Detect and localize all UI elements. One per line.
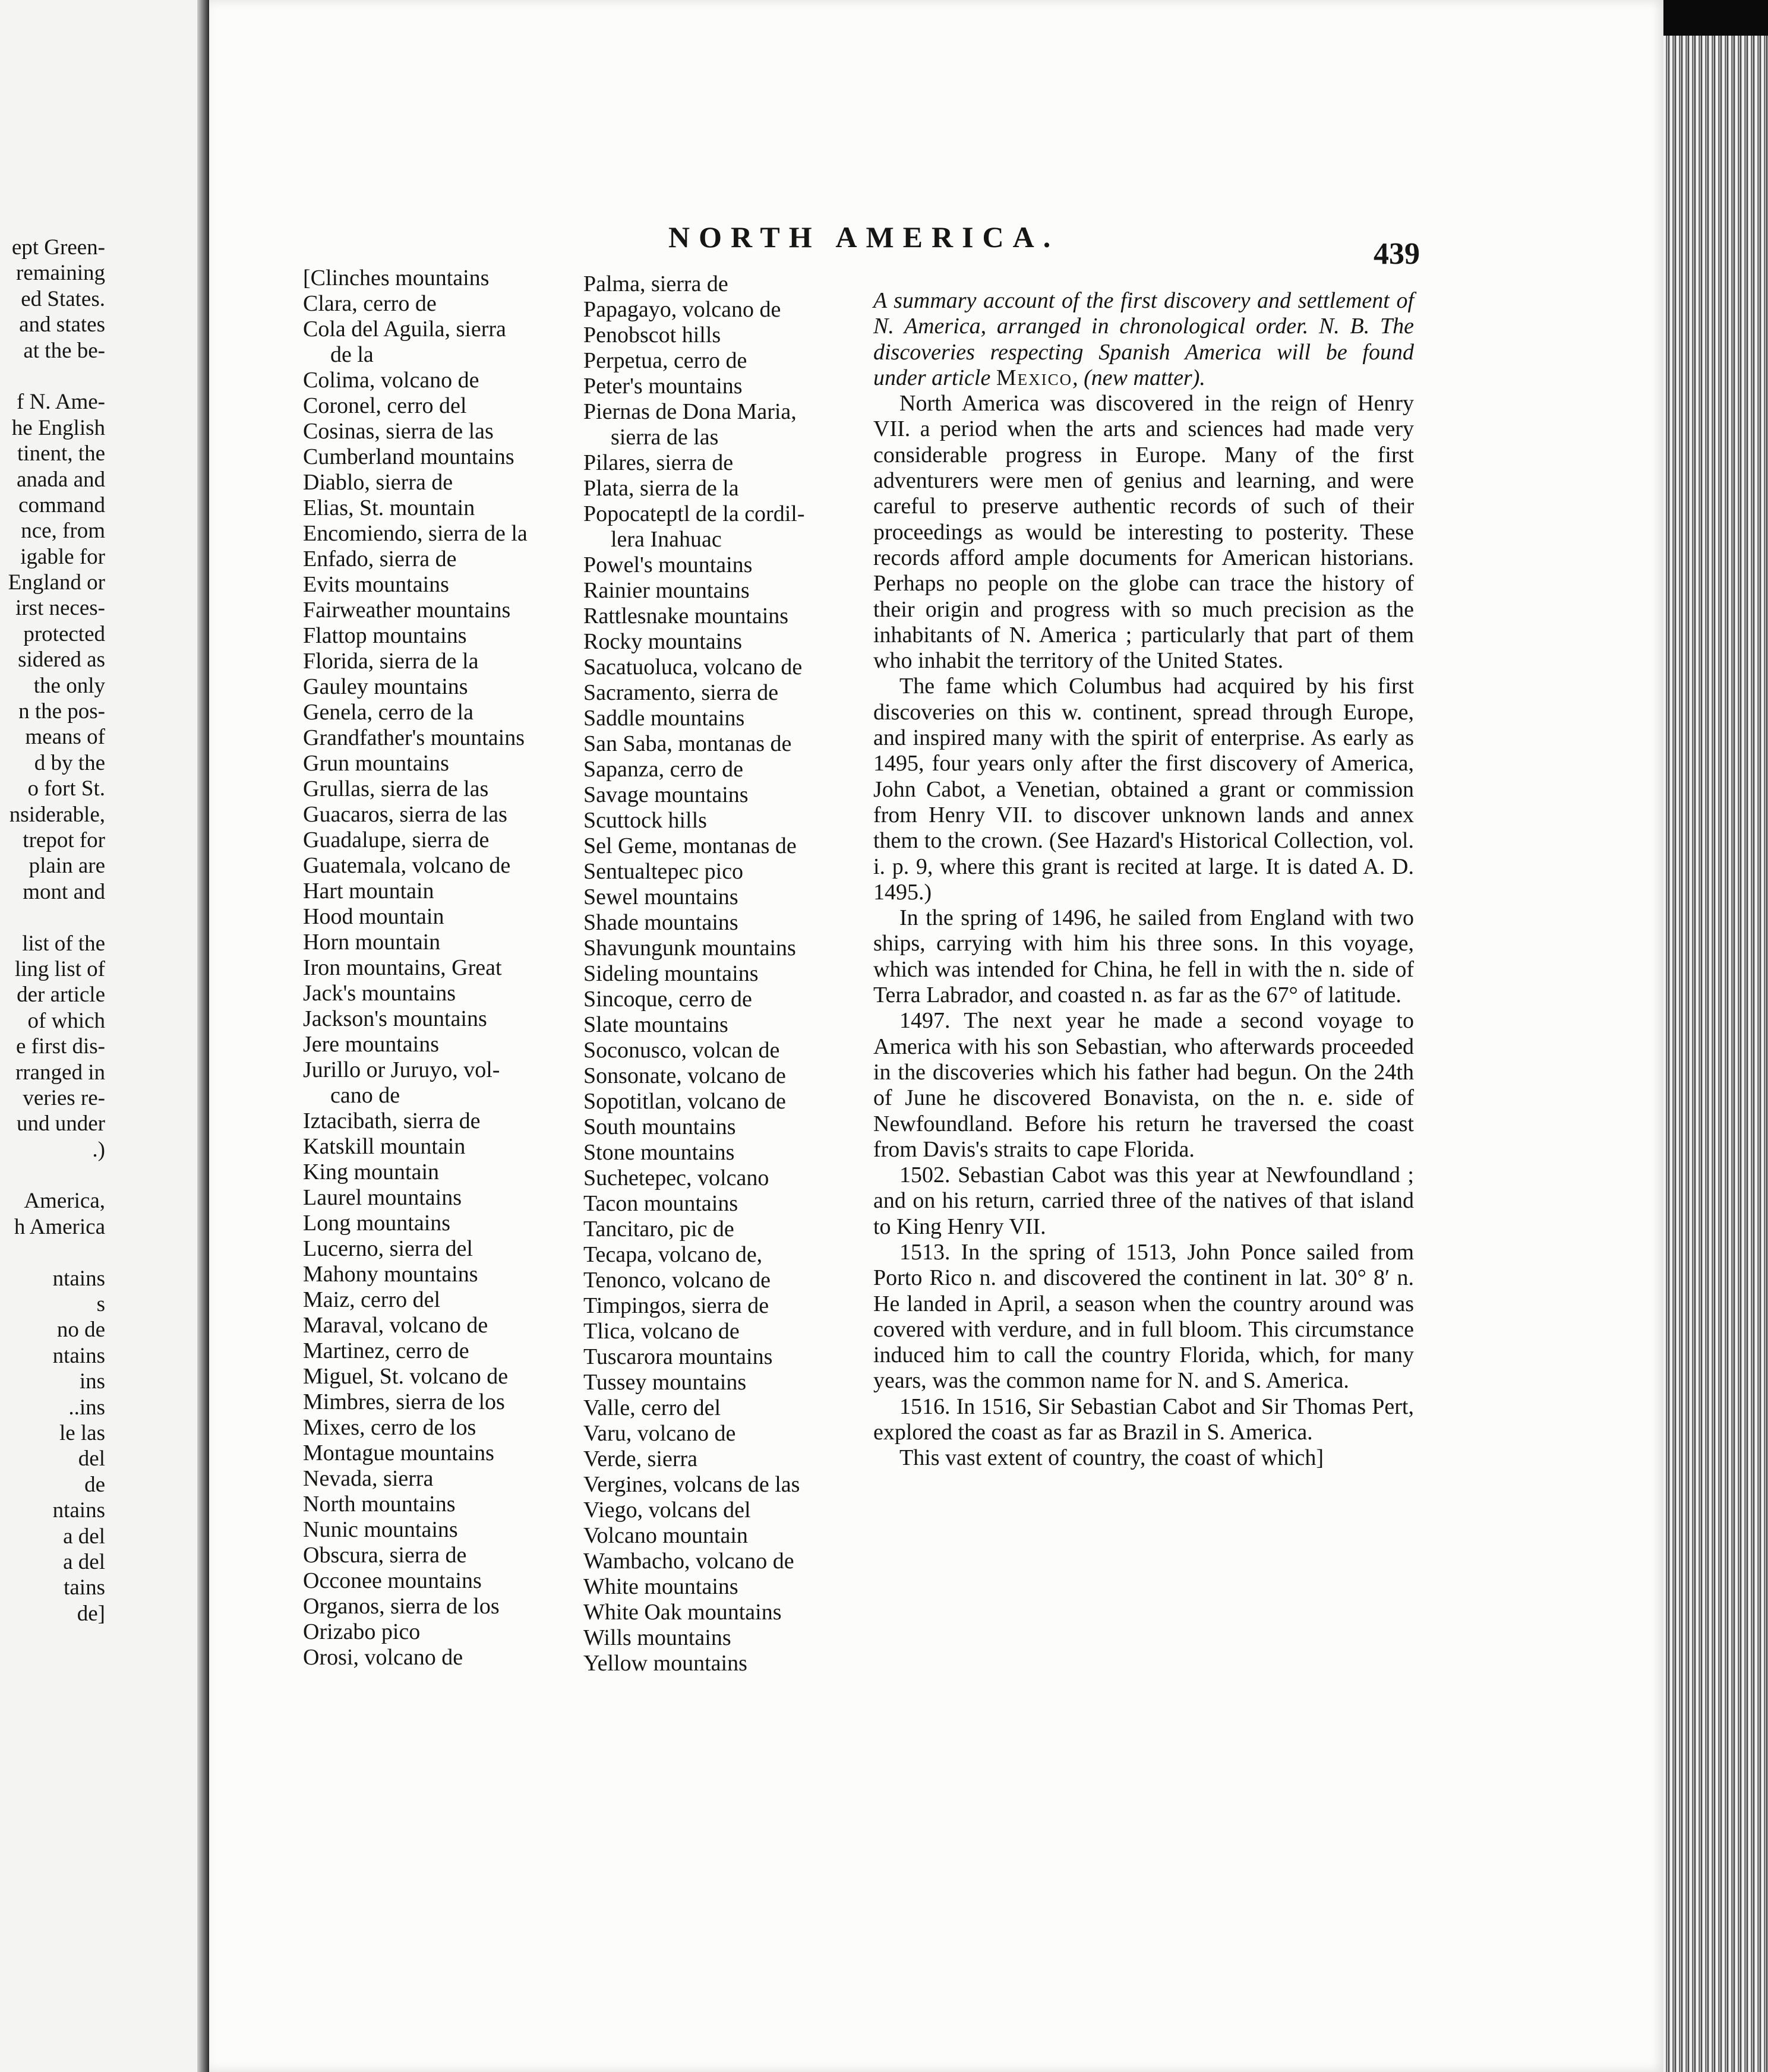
- list-entry: Hart mountain: [303, 879, 434, 904]
- list-entry: Iron mountains, Great: [303, 955, 502, 980]
- list-entry: Encomiendo, sierra de la: [303, 521, 528, 546]
- page-stack-edges: [1663, 36, 1768, 2072]
- left-page-fragment: protected: [23, 621, 105, 646]
- list-entry: Orizabo pico: [303, 1619, 421, 1644]
- list-entry: Hood mountain: [303, 904, 444, 929]
- list-entry: Jere mountains: [303, 1032, 440, 1057]
- left-page-fragment: mont and: [23, 879, 105, 904]
- list-entry: Katskill mountain: [303, 1134, 466, 1159]
- list-entry: Grandfather's mountains: [303, 725, 525, 750]
- list-entry: North mountains: [303, 1492, 456, 1517]
- list-entry: Piernas de Dona Maria,: [583, 399, 797, 424]
- list-entry: Powel's mountains: [583, 552, 753, 577]
- left-page-fragment: ed States.: [21, 286, 105, 311]
- list-entry: Palma, sierra de: [583, 271, 728, 296]
- list-entry: Perpetua, cerro de: [583, 348, 747, 373]
- left-page-fragment: [0, 1240, 105, 1265]
- list-entry: Occonee mountains: [303, 1568, 482, 1593]
- list-entry: Popocateptl de la cordil-: [583, 501, 805, 526]
- list-entry: Cola del Aguila, sierra: [303, 317, 506, 342]
- list-entry: Guadalupe, sierra de: [303, 827, 490, 852]
- summary-paragraph: North America was discovered in the reign of Henry VII. a period when the arts and sciences had made very considerable progress in Europe. Many of the first adventurers were men of genius and learning, and were careful to preserve authentic records of such of their proceedings as would be interesting to posterity. These records afford ample documents for American historians. Perhaps no people on the globe can trace the history of their origin and progress with so much precision as the inhabitants of N. America ; particularly that part of them who inhabit the territory of the United States.: [873, 391, 1414, 674]
- list-entry: Penobscot hills: [583, 323, 721, 348]
- list-entry: Sonsonate, volcano de: [583, 1063, 786, 1088]
- list-entry: Soconusco, volcan de: [583, 1038, 780, 1063]
- list-entry: Montague mountains: [303, 1441, 494, 1465]
- mountain-list-column-2: [583, 271, 863, 1676]
- list-entry: Genela, cerro de la: [303, 700, 473, 725]
- summary-paragraph: 1502. Sebastian Cabot was this year at Newfoundland ; and on his return, carried three of the natives of that island to King Henry VII.: [873, 1163, 1414, 1239]
- left-page-fragment: s: [96, 1292, 105, 1317]
- list-entry: Coronel, cerro del: [303, 393, 467, 418]
- list-entry: Peter's mountains: [583, 374, 743, 399]
- left-page-fragment: America,: [24, 1189, 105, 1214]
- left-page-fragment: und under: [17, 1111, 105, 1136]
- list-entry: Sopotitlan, volcano de: [583, 1089, 786, 1114]
- list-entry: Sapanza, cerro de: [583, 757, 744, 782]
- list-entry: Tecapa, volcano de,: [583, 1242, 763, 1267]
- list-entry: Grullas, sierra de las: [303, 776, 489, 801]
- list-entry: Tacon mountains: [583, 1191, 738, 1216]
- left-page-fragment: England or: [8, 570, 105, 595]
- list-entry: South mountains: [583, 1114, 736, 1139]
- list-entry: Tenonco, volcano de: [583, 1268, 771, 1293]
- summary-paragraph: 1516. In 1516, Sir Sebastian Cabot and Sir Thomas Pert, explored the coast as far as Brazil in S. America.: [873, 1394, 1414, 1445]
- list-entry: Evits mountains: [303, 572, 449, 597]
- list-entry: Rainier mountains: [583, 578, 750, 603]
- left-page-fragment: ept Green-: [11, 235, 105, 260]
- left-page-fragment: veries re-: [23, 1085, 105, 1110]
- left-page-fragment: le las: [59, 1420, 105, 1445]
- list-entry: Nunic mountains: [303, 1517, 458, 1542]
- list-entry: Laurel mountains: [303, 1185, 462, 1210]
- list-entry: Sacramento, sierra de: [583, 680, 779, 705]
- left-page-fragment: igable for: [20, 544, 105, 569]
- list-entry: Diablo, sierra de: [303, 470, 453, 495]
- left-page-fragment: remaining: [15, 261, 105, 286]
- page-number: 439: [1374, 237, 1420, 271]
- list-entry: Savage mountains: [583, 782, 749, 807]
- left-page-fragment: a del: [63, 1524, 105, 1549]
- list-entry: Miguel, St. volcano de: [303, 1364, 509, 1389]
- list-entry: Elias, St. mountain: [303, 495, 475, 520]
- page-stack-top: [1663, 0, 1768, 36]
- left-page-fragment: tinent, the: [17, 441, 105, 466]
- left-page-fragment: anada and: [17, 467, 105, 492]
- left-page-fragment: list of the: [22, 931, 105, 956]
- list-entry: White mountains: [583, 1574, 738, 1599]
- list-entry: Valle, cerro del: [583, 1395, 721, 1420]
- list-entry: Sideling mountains: [583, 961, 759, 986]
- left-page-fragment: del: [78, 1446, 105, 1471]
- list-entry: Guatemala, volcano de: [303, 853, 511, 878]
- list-entry: Plata, sierra de la: [583, 476, 739, 501]
- list-entry: Guacaros, sierra de las: [303, 802, 507, 827]
- summary-paragraph: 1497. The next year he made a second voyage to America with his son Sebastian, who afterwards proceeded in the discoveries which his father had begun. On the 24th of June he discovered Bonavista, on the n. e. side of Newfoundland. Before his return he traversed the coast from Davis's straits to cape Florida.: [873, 1008, 1414, 1162]
- list-entry: Mixes, cerro de los: [303, 1415, 476, 1440]
- left-page-fragment: der article: [17, 983, 105, 1007]
- list-entry: Enfado, sierra de: [303, 547, 457, 571]
- left-page-fragment: .): [92, 1137, 105, 1162]
- list-entry: Flattop mountains: [303, 623, 467, 648]
- mountain-list-column-1: [303, 266, 582, 1670]
- left-page-fragment: command: [18, 492, 105, 517]
- list-entry: Wambacho, volcano de: [583, 1549, 794, 1574]
- left-page-fragment: the only: [33, 673, 105, 698]
- left-page-fragment: [0, 1163, 105, 1188]
- list-entry: sierra de las: [611, 425, 719, 450]
- list-entry: Sincoque, cerro de: [583, 987, 752, 1012]
- list-entry: Tuscarora mountains: [583, 1344, 773, 1369]
- list-entry: Maraval, volcano de: [303, 1313, 488, 1338]
- list-entry: Long mountains: [303, 1211, 451, 1236]
- left-page-fragment: e first dis-: [15, 1034, 105, 1059]
- left-page-fragment: he English: [11, 415, 105, 440]
- summary-paragraph: The fame which Columbus had acquired by his first discoveries on this w. continent, spread through Europe, and inspired many with the spirit of enterprise. As early as 1495, four years only after the first discovery of America, John Cabot, a Venetian, obtained a grant or commission from Henry VII. to discover unknown lands and annex them to the crown. (See Hazard's Historical Collection, vol. i. p. 9, where this grant is recited at large. It is dated A. D. 1495.): [873, 674, 1414, 905]
- left-page-fragment: o fort St.: [27, 776, 105, 801]
- list-entry: Colima, volcano de: [303, 368, 479, 393]
- list-entry: Rattlesnake mountains: [583, 604, 789, 628]
- left-page-fragment: de: [84, 1472, 105, 1497]
- book-gutter: [197, 0, 209, 2072]
- list-entry: Iztacibath, sierra de: [303, 1108, 481, 1133]
- list-entry: Jackson's mountains: [303, 1006, 487, 1031]
- left-page-fragment: at the be-: [23, 338, 105, 363]
- list-entry: lera Inahuac: [611, 527, 722, 552]
- list-entry: Cumberland mountains: [303, 444, 514, 469]
- list-entry: Saddle mountains: [583, 706, 745, 731]
- list-entry: Tancitaro, pic de: [583, 1217, 734, 1242]
- list-entry: Gauley mountains: [303, 674, 468, 699]
- summary-account-column: [873, 288, 1414, 1471]
- list-entry: Slate mountains: [583, 1012, 728, 1037]
- left-page-fragment: no de: [56, 1318, 105, 1343]
- list-entry: San Saba, montanas de: [583, 731, 792, 756]
- left-page-fragment: ntains: [52, 1343, 105, 1368]
- list-entry: Maiz, cerro del: [303, 1287, 441, 1312]
- left-page-fragment: means of: [25, 725, 105, 750]
- list-entry: Tussey mountains: [583, 1370, 747, 1395]
- left-page-fragment: ..ins: [68, 1395, 105, 1420]
- left-page-fragment: plain are: [29, 854, 105, 879]
- left-page-fragment: and states: [19, 312, 105, 337]
- list-entry: Stone mountains: [583, 1140, 735, 1165]
- list-entry: Horn mountain: [303, 930, 441, 955]
- left-page-fragment: [0, 364, 105, 389]
- left-page-fragment: nce, from: [21, 519, 105, 544]
- summary-paragraph: In the spring of 1496, he sailed from England with two ships, carrying with him his three sons. In this voyage, which was intended for China, he fell in with the n. side of Terra Labrador, and coasted n. as far as the 67° of latitude.: [873, 905, 1414, 1008]
- left-page-fragment: h America: [14, 1214, 105, 1239]
- list-entry: Fairweather mountains: [303, 598, 511, 623]
- list-entry: Nevada, sierra: [303, 1466, 434, 1491]
- summary-intro: A summary account of the first discovery and settlement of N. America, arranged in chronological order. N. B. The discoveries respecting Spanish America will be found under article Mexico, (new matter).: [873, 288, 1414, 390]
- list-entry: Varu, volcano de: [583, 1421, 736, 1446]
- list-entry: Sel Geme, montanas de: [583, 833, 797, 858]
- summary-paragraph: 1513. In the spring of 1513, John Ponce sailed from Porto Rico n. and discovered the continent in lat. 30° 8′ n. He landed in April, a season when the country around was covered with verdure, and in full bloom. This circumstance induced him to call the country Florida, which, for many years, was the common name for N. and S. America.: [873, 1239, 1414, 1394]
- left-page-fragment: irst neces-: [15, 596, 105, 621]
- list-entry: Pilares, sierra de: [583, 450, 734, 475]
- left-page-fragment: d by the: [34, 750, 105, 775]
- list-entry: Wills mountains: [583, 1625, 731, 1650]
- left-page-fragment: ntains: [52, 1266, 105, 1291]
- list-entry: Mimbres, sierra de los: [303, 1389, 505, 1414]
- list-entry: cano de: [330, 1083, 400, 1108]
- left-page-fragment: trepot for: [23, 827, 105, 852]
- list-entry: Florida, sierra de la: [303, 649, 479, 674]
- list-entry: Papagayo, volcano de: [583, 297, 781, 322]
- list-entry: Lucerno, sierra del: [303, 1236, 473, 1261]
- summary-paragraph: This vast extent of country, the coast of which]: [899, 1445, 1324, 1471]
- left-page-fragment: sidered as: [18, 648, 105, 672]
- list-entry: Shavungunk mountains: [583, 936, 796, 961]
- list-entry: Jurillo or Juruyo, vol-: [303, 1057, 500, 1082]
- page-header: NORTH AMERICA.: [668, 220, 1060, 254]
- list-entry: Verde, sierra: [583, 1446, 698, 1471]
- left-page-text-fragments: [0, 235, 105, 1626]
- left-page-fragment: ins: [79, 1369, 105, 1394]
- list-entry: Sewel mountains: [583, 885, 738, 909]
- list-entry: Suchetepec, volcano: [583, 1166, 769, 1190]
- list-entry: Yellow mountains: [583, 1651, 747, 1676]
- left-page-fragment: f N. Ame-: [17, 390, 105, 415]
- list-entry: Sentualtepec pico: [583, 859, 744, 884]
- list-entry: Martinez, cerro de: [303, 1338, 469, 1363]
- list-entry: White Oak mountains: [583, 1600, 782, 1625]
- list-entry: Clara, cerro de: [303, 291, 437, 316]
- list-entry: Volcano mountain: [583, 1523, 748, 1548]
- list-entry: King mountain: [303, 1160, 440, 1185]
- list-entry: de la: [330, 342, 374, 367]
- left-page-fragment: nsiderable,: [9, 802, 105, 827]
- left-page-fragment: tains: [64, 1575, 105, 1600]
- list-entry: Timpingos, sierra de: [583, 1293, 769, 1318]
- list-entry: Shade mountains: [583, 910, 738, 935]
- left-page-fragment: de]: [77, 1601, 105, 1626]
- list-entry: Tlica, volcano de: [583, 1319, 740, 1344]
- list-entry: Sacatuoluca, volcano de: [583, 655, 803, 680]
- list-entry: Organos, sierra de los: [303, 1594, 500, 1619]
- list-entry: Rocky mountains: [583, 629, 743, 654]
- left-page-fragment: of which: [27, 1008, 105, 1033]
- list-entry: Vergines, volcans de las: [583, 1472, 800, 1497]
- left-page-fragment: rranged in: [15, 1060, 105, 1085]
- list-entry: Viego, volcans del: [583, 1498, 751, 1523]
- list-entry: Jack's mountains: [303, 981, 456, 1006]
- left-page-fragment: a del: [63, 1549, 105, 1574]
- left-facing-page: [0, 0, 209, 2072]
- left-page-fragment: n the pos-: [18, 699, 105, 724]
- list-entry: Obscura, sierra de: [303, 1543, 467, 1568]
- list-entry: Scuttock hills: [583, 808, 707, 833]
- left-page-fragment: ntains: [52, 1498, 105, 1523]
- list-entry: Grun mountains: [303, 751, 449, 776]
- left-page-fragment: [0, 905, 105, 930]
- list-entry: Orosi, volcano de: [303, 1645, 463, 1670]
- list-entry: [Clinches mountains: [303, 266, 490, 290]
- list-entry: Cosinas, sierra de las: [303, 419, 494, 444]
- list-entry: Mahony mountains: [303, 1262, 478, 1287]
- left-page-fragment: ling list of: [14, 956, 105, 981]
